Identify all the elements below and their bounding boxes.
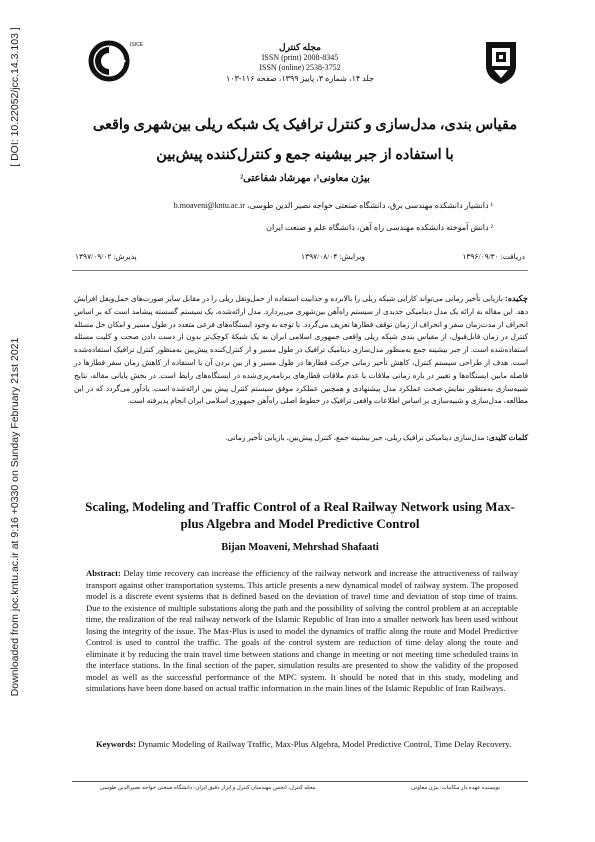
journal-name: مجله کنترل — [279, 42, 321, 52]
persian-keywords — [74, 433, 528, 442]
persian-authors: بیژن معاونی¹، مهرشاد شفاعتی² — [240, 173, 370, 184]
persian-abstract-text: بازیابی تأخیر زمانی می‌تواند کارایی شبکه ریلی را بالابرده و جذابیت استفاده از حمل‌ونقل ریلی را در مقابل سایر صورت‌های حمل‌ونقل افزایش دهد. این مقاله به ارائه یک مدل دینامیکی جدیدی از سیستم راه‌آهن بین‌شهری می‌پردازد. مدل ارائه‌شده، یک سیستم گسسته پیشامد است که بر اساس انحراف از مدت‌زمان سفر و انحراف از زمان توقف قطارها تعریف می‌گردد. با توجه به وجود ایستگاه‌های فرعی متعدد در طول مسیر و امکان حل مسئله کنترل در زمان قابل‌قبول، از مقیاس بندی شبکه ریلی واقعی جمهوری اسلامی ایران به یک شبکهٔ کوچک‌تر بدون از دست دادن صحت و کلیت مسئله استفاده‌شده است. از جبر بیشینه جمع به‌منظور مدل‌سازی دینامیک ترافیک در طول مسیر و از کنترل‌کننده پیش‌بین به‌منظور کنترل ترافیک استفاده‌شده است. هدف از طراحی سیستم کنترل، کاهش تأخیر زمانی حرکت قطارها در طول مسیر و از بین بردن آن با استفاده از کاهش زمان سفر قطارها در فاصله مابین ایستگاه‌ها و تغییر در بازه زمانی ملاقات یا عدم ملاقات قطارهای برنامه‌ریزی‌شده در ایستگاه‌های رابط است. در بخش پایانی مقاله، نتایج شبیه‌سازی به‌منظور نمایش صحت عملکرد مدل پیشنهادی و همچنین عملکرد موفق سیستم کنترل پیش بین ارائه‌شده است. یادآور می‌گردد که در این مطالعه، مدل‌سازی و شبیه‌سازی بر اساس اطلاعات واقعی ترافیک در خطوط اصلی راه‌آهن جمهوری اسلامی ایران انجام پذیرفته است. — [74, 294, 528, 406]
received-date: دریافت: ۱۳۹۶/۰۹/۳۰ — [462, 252, 525, 261]
english-keywords-label: Keywords: — [96, 739, 137, 749]
header-divider — [72, 270, 528, 271]
article-dates — [75, 252, 525, 264]
english-keywords-text: Dynamic Modeling of Railway Traffic, Max-Plus Algebra, Model Predictive Control, Time Delay Recovery. — [136, 739, 512, 749]
accepted-date: پذیرش: ۱۳۹۷/۰۹/۰۲ — [75, 252, 137, 261]
isice-logo-letters: ISICE — [130, 42, 144, 48]
footer-divider — [72, 781, 528, 782]
doi-side-text[interactable]: [ DOI: 10.22052/jcc.14.3.103 ] — [9, 27, 21, 167]
journal-footer: مجله کنترل، انجمن مهندسان کنترل و ابزار دقیق ایران- دانشگاه صنعتی خواجه نصیرالدین طوسی — [100, 785, 316, 791]
journal-header — [200, 42, 400, 84]
persian-title-line-2: با استفاده از جبر بیشینه جمع و کنترل‌کننده پیش‌بین — [156, 147, 454, 163]
persian-affiliation-2: ² دانش آموخته دانشکده مهندسی راه آهن، دانشگاه علم و صنعت ایران — [266, 223, 493, 232]
corresponding-author: نویسنده عهده دار مکاتبات: بیژن معاونی — [411, 785, 500, 791]
persian-keywords-text: مدل‌سازی دینامیکی ترافیک ریلی، جبر بیشینه جمع، کنترل پیش‌بین، بازیابی تأخیر زمانی. — [225, 433, 487, 442]
persian-title-line-1: مقیاس بندی، مدل‌سازی و کنترل ترافیک یک شبکه ریلی بین‌شهری واقعی — [92, 117, 518, 133]
download-side-text: Downloaded from joc.kntu.ac.ir at 9:16 +0330 on Sunday February 21st 2021 — [9, 337, 21, 697]
persian-keywords-label: کلمات کلیدی: — [486, 433, 528, 442]
english-title: Scaling, Modeling and Traffic Control of a Real Railway Network using Max-plus Algebra and Model Predictive Control — [85, 499, 515, 531]
english-authors: Bijan Moaveni, Mehrshad Shafaati — [221, 542, 379, 553]
english-abstract — [86, 568, 518, 695]
persian-abstract-label: چکیده: — [505, 294, 528, 303]
volume-line: جلد ۱۴، شماره ۳، پاییز ۱۳۹۹، صفحه ۱۱۶-۱۰۳ — [226, 73, 374, 83]
issn-print: ISSN (print) 2008-8345 — [261, 52, 339, 62]
english-abstract-text: Delay time recovery can increase the efficiency of the railway network and increase the attractiveness of railway transport against other transportation systems. This article presents a new dynamical model of railway system. The proposed model is a discrete event systems that is defined based on the deviation of travel time and deviation of stop time of trains. Due to the existence of multiple substations along the path and the possibility of solving the control problem at an acceptable time, the realization of the real railway network of the Islamic Republic of Iran into a smaller network has been used without losing the integrity of the issue. The Max-Plus is used to model the dynamics of traffic along the route and Model Predictive Control is used to control the traffic. The goals of the control system are reduction of time delay along the route and eliminate it by reducing the train travel time between stations and change in meeting or not meeting time scheduled trains in the interface stations. In the final section of the paper, simulation results are presented to show the validity of the proposed model as well as the successful performance of the MPC system. It should be noted that in this study, modeling and simulations have been done based on actual traffic information in the main lines of the Islamic Republic of Iran Railways. — [86, 568, 518, 693]
revised-date: ویرایش: ۱۳۹۷/۰۸/۰۴ — [301, 252, 365, 261]
english-keywords — [86, 739, 518, 751]
university-emblem-icon — [480, 36, 522, 86]
issn-online: ISSN (online) 2538-3752 — [259, 63, 341, 72]
english-abstract-label: Abstract: — [86, 568, 121, 578]
persian-title — [70, 110, 540, 170]
isice-logo-icon — [88, 38, 144, 88]
persian-affiliation-1: ¹ دانشیار دانشکده مهندسی برق، دانشگاه صنعتی خواجه نصیر الدین طوسی، b.moaveni@kntu.ac.ir — [173, 201, 493, 210]
persian-abstract — [74, 293, 528, 408]
